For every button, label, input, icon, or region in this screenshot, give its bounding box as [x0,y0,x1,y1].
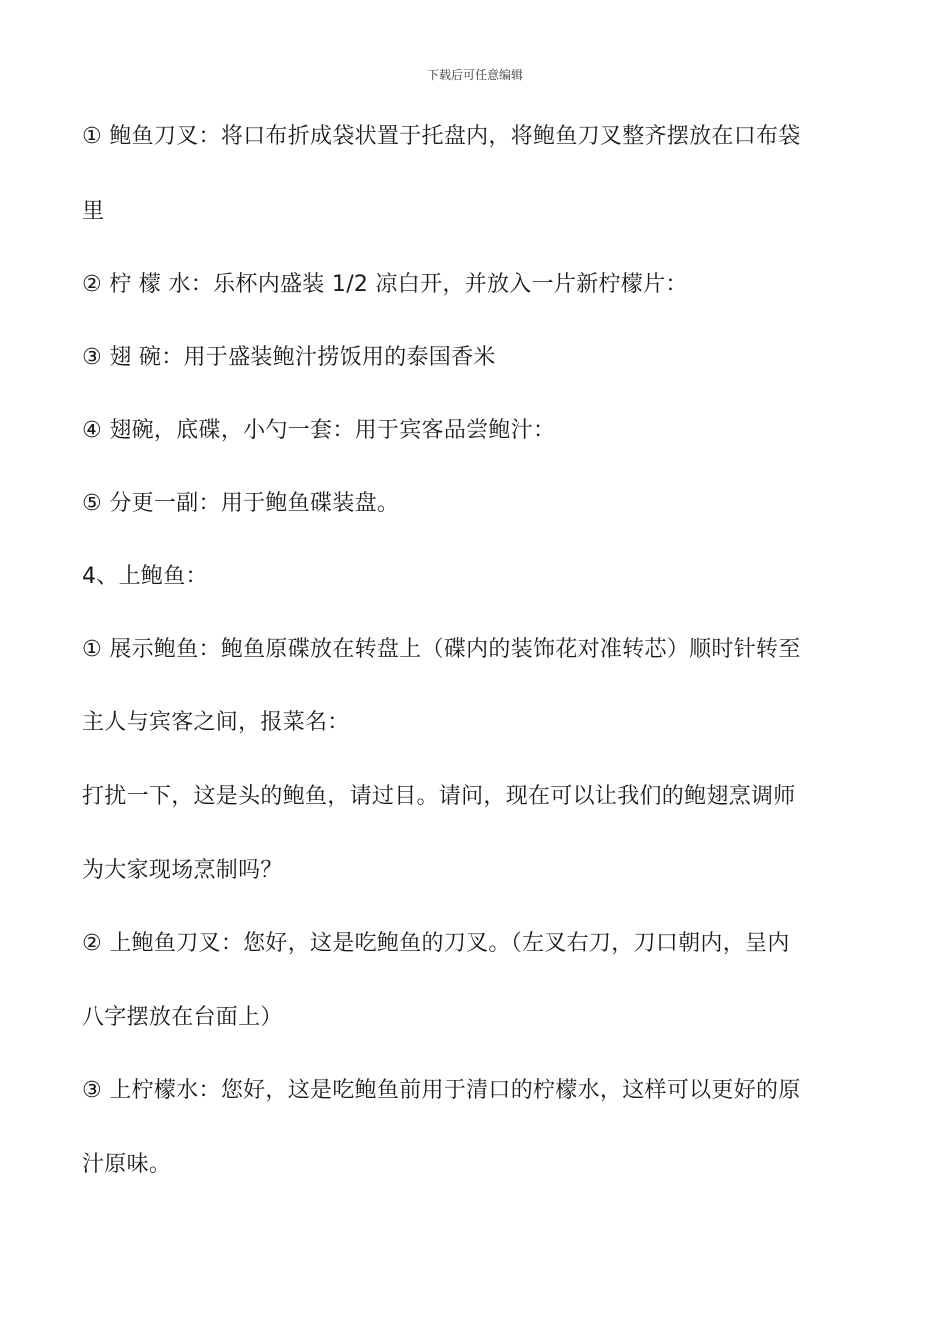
text-line-15: 汁原味。 [82,1152,172,1177]
text-line-12: ② 上鲍鱼刀叉：您好，这是吃鲍鱼的刀叉。（左叉右刀，刀口朝内，呈内 [82,931,790,956]
text-line-8: ① 展示鲍鱼：鲍鱼原碟放在转盘上（碟内的装饰花对准转芯）顺时针转至 [82,637,801,662]
text-line-6: ⑤ 分更一副：用于鲍鱼碟装盘。 [82,491,400,516]
text-line-4: ③ 翅 碗：用于盛装鲍汁捞饭用的泰国香米 [82,345,496,370]
text-line-9: 主人与宾客之间，报菜名： [82,710,350,735]
page-header: 下载后可任意编辑 [426,68,523,82]
section-heading: 4、上鲍鱼： [82,564,208,589]
text-line-13: 八字摆放在台面上） [82,1005,283,1030]
text-line-14: ③ 上柠檬水：您好，这是吃鲍鱼前用于清口的柠檬水，这样可以更好的原 [82,1078,801,1103]
text-line-10: 打扰一下，这是头的鲍鱼，请过目。请问，现在可以让我们的鲍翅烹调师 [82,784,796,809]
text-line-1: ① 鲍鱼刀叉：将口布折成袋状置于托盘内，将鲍鱼刀叉整齐摆放在口布袋 [82,124,801,149]
text-line-2: 里 [82,199,105,224]
text-line-11: 为大家现场烹制吗？ [82,858,283,883]
text-line-3: ② 柠 檬 水：乐杯内盛装 1/2 凉白开，并放入一片新柠檬片： [82,272,688,297]
text-line-5: ④ 翅碗，底碟，小勺一套：用于宾客品尝鲍汁： [82,418,556,443]
